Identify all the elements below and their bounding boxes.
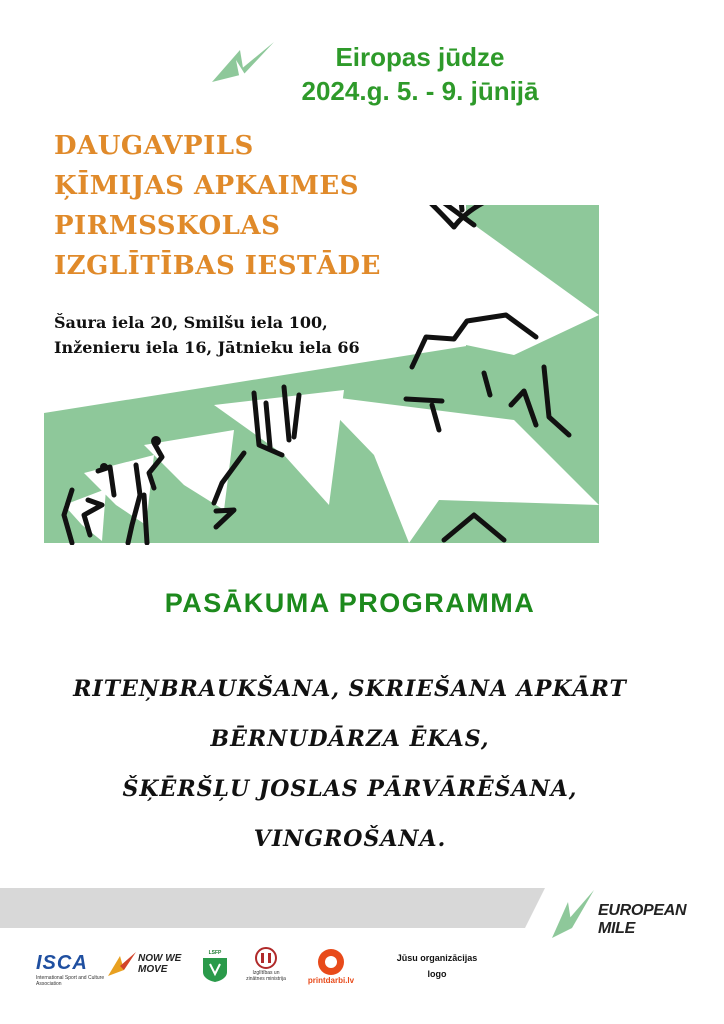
european-mile-logo-icon [550, 888, 598, 940]
addresses [54, 310, 360, 360]
org-name-line: ĶĪMIJAS APKAIMES [54, 171, 359, 201]
ministry-emblem-icon [252, 946, 280, 970]
lsfp-shield-icon [200, 956, 230, 982]
organizer-logo-placeholder: Jūsu organizācijas logo [396, 953, 478, 979]
printdarbi-logo-icon [317, 948, 345, 976]
isca-logo [36, 952, 106, 987]
activity-line: RITEŅBRAUKŠANA, SKRIEŠANA APKĀRT [73, 676, 627, 702]
printdarbi-logo [304, 948, 358, 985]
program-title: PASĀKUMA PROGRAMMA [164, 588, 536, 618]
ministry-caption: Izglītības un zinātnes ministrija [246, 970, 286, 982]
lsfp-text: LSFP [208, 950, 222, 956]
ministry-logo [246, 946, 286, 982]
now-we-move-text: NOW WE MOVE [138, 953, 182, 975]
footer-band [0, 888, 560, 930]
org-name-line: DAUGAVPILS [54, 131, 254, 161]
event-header [0, 40, 724, 108]
address-line: Inženieru iela 16, Jātnieku iela 66 [54, 338, 360, 357]
org-name-line: PIRMSSKOLAS [54, 211, 281, 241]
activity-line: VINGROŠANA. [253, 826, 447, 852]
organization-name [54, 126, 381, 286]
now-we-move-icon [108, 952, 138, 978]
lsfp-logo [200, 950, 230, 982]
event-title: Eiropas jūdze [335, 42, 505, 72]
activity-line: BĒRNUDĀRZA ĒKAS, [210, 726, 490, 752]
org-name-line: IZGLĪTĪBAS IESTĀDE [54, 251, 381, 281]
now-we-move-logo [108, 952, 184, 978]
activity-line: ŠĶĒRŠĻU JOSLAS PĀRVĀRĒŠANA, [122, 776, 578, 802]
printdarbi-text: printdarbi.lv [307, 976, 355, 985]
european-mile-label: EUROPEAN MILE [598, 902, 687, 937]
isca-caption: International Sport and Culture Association [36, 975, 105, 987]
event-dates: 2024.g. 5. - 9. jūnijā [301, 76, 539, 106]
isca-logo-text: ISCA [36, 952, 88, 974]
address-line: Šaura iela 20, Smilšu iela 100, [54, 313, 328, 332]
activity-list [0, 664, 700, 864]
